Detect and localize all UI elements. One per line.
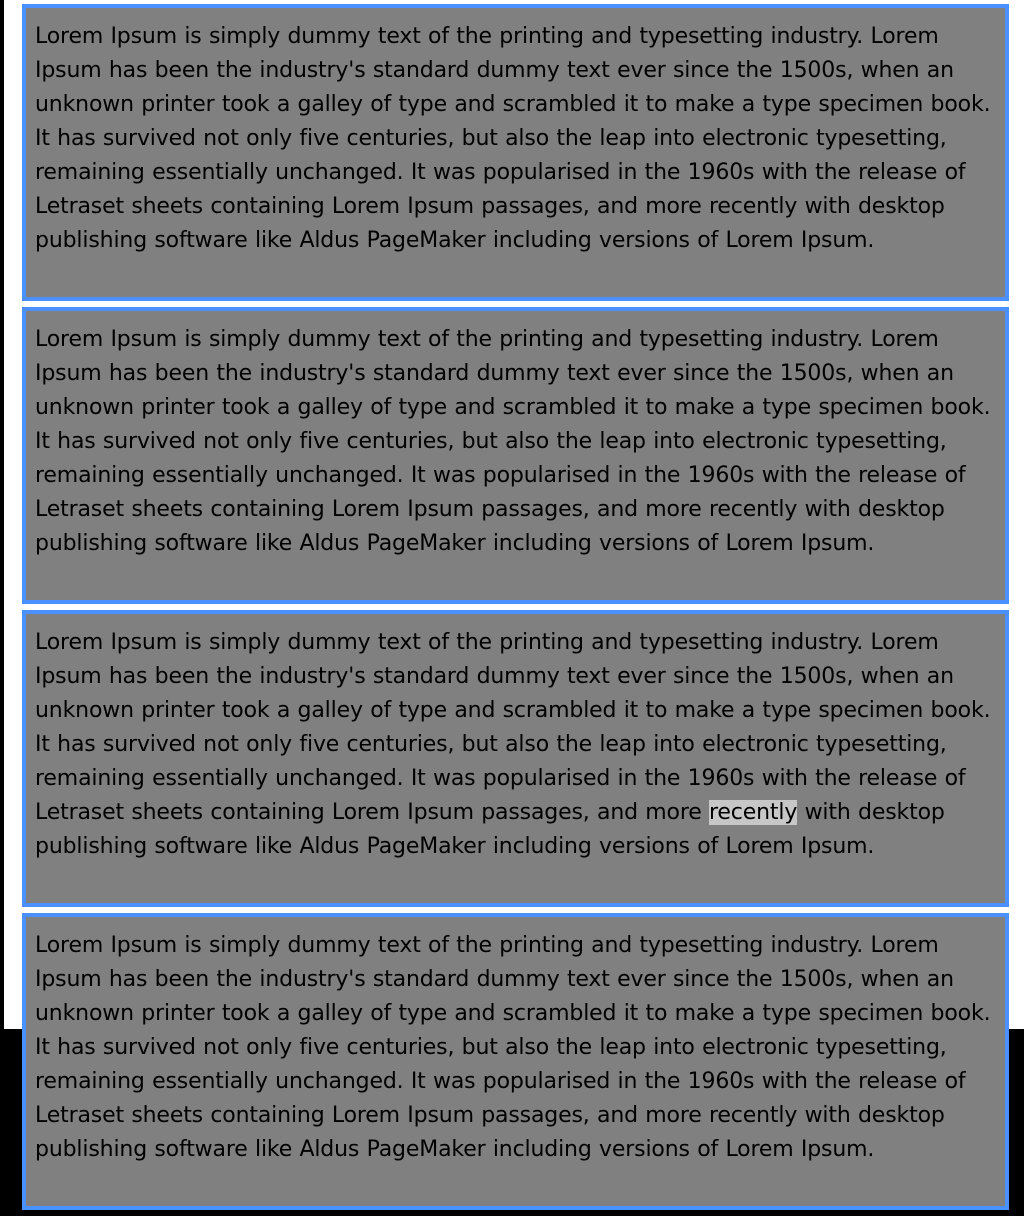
block-2-text: Lorem Ipsum is simply dummy text of the printing and typesetting industry. Lorem Ipsum has been the industry's standard dummy text ever since the 1500s, when an unknown printer took a galley of type and scrambled it to make a type specimen book. It has survived not only five centuries, but also the leap into electronic typesetting, remaining essentially unchanged. It was popularised in the 1960s with the release of Letraset sheets containing Lorem Ipsum passages, and more recently with desktop publishing software like Aldus PageMaker including versions of Lorem Ipsum. <box>35 327 991 556</box>
text-block-1[interactable] <box>22 4 1009 301</box>
text-block-stack <box>22 4 1009 1216</box>
text-block-2[interactable] <box>22 307 1009 604</box>
block-3-text-before: Lorem Ipsum is simply dummy text of the printing and typesetting industry. Lorem Ipsum has been the industry's standard dummy text ever since the 1500s, when an unknown printer took a galley of type and scrambled it to make a type specimen book. It has survived not only five centuries, but also the leap into electronic typesetting, remaining essentially unchanged. It was popularised in the 1960s with the release of Letraset sheets containing Lorem Ipsum passages, and more <box>35 630 991 825</box>
text-block-4[interactable] <box>22 913 1009 1210</box>
block-2-paragraph <box>35 323 995 561</box>
block-1-text: Lorem Ipsum is simply dummy text of the printing and typesetting industry. Lorem Ipsum has been the industry's standard dummy text ever since the 1500s, when an unknown printer took a galley of type and scrambled it to make a type specimen book. It has survived not only five centuries, but also the leap into electronic typesetting, remaining essentially unchanged. It was popularised in the 1960s with the release of Letraset sheets containing Lorem Ipsum passages, and more recently with desktop publishing software like Aldus PageMaker including versions of Lorem Ipsum. <box>35 24 991 253</box>
block-3-paragraph <box>35 626 995 864</box>
block-4-paragraph <box>35 929 995 1167</box>
block-4-text: Lorem Ipsum is simply dummy text of the printing and typesetting industry. Lorem Ipsum has been the industry's standard dummy text ever since the 1500s, when an unknown printer took a galley of type and scrambled it to make a type specimen book. It has survived not only five centuries, but also the leap into electronic typesetting, remaining essentially unchanged. It was popularised in the 1960s with the release of Letraset sheets containing Lorem Ipsum passages, and more recently with desktop publishing software like Aldus PageMaker including versions of Lorem Ipsum. <box>35 933 991 1162</box>
block-3-text-after: with desktop publishing software like Aldus PageMaker including versions of Lorem Ipsum. <box>35 800 945 859</box>
text-block-3[interactable] <box>22 610 1009 907</box>
block-1-paragraph <box>35 20 995 258</box>
selected-word[interactable]: recently <box>709 800 798 825</box>
